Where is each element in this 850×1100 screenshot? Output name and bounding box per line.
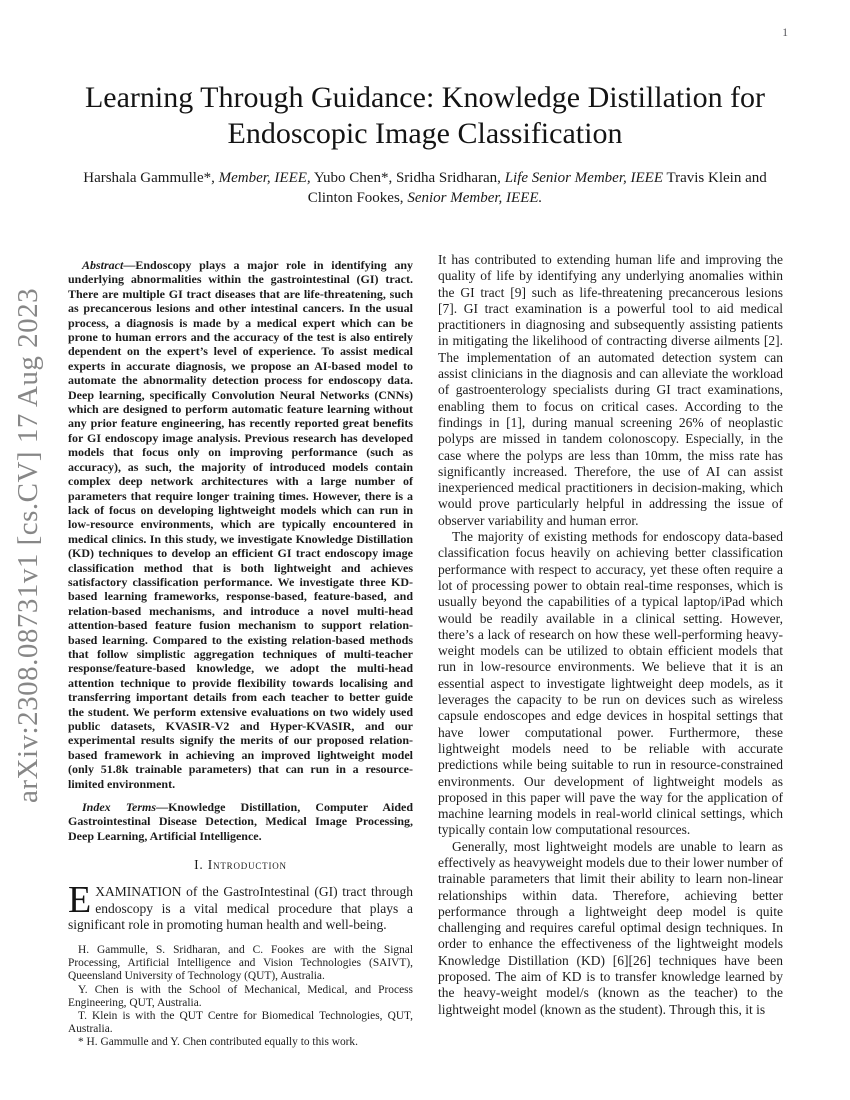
introduction-opening-paragraph: [68, 879, 413, 933]
paper-title: Learning Through Guidance: Knowledge Distillation for Endoscopic Image Classification: [84, 81, 766, 150]
abstract-text: —Endoscopy plays a major role in identifying any underlying abnormalities within the gastrointestinal (GI) tract. There are multiple GI tract diseases that are life-threatening, such as precancerous lesions and other intestinal cancers. In the usual process, a diagnosis is made by a medical expert which can be prone to human errors and the accuracy of the test is also entirely dependent on the expert’s level of experience. To assist medical experts in accurate diagnosis, we propose an AI-based model to automate the abnormality detection process for endoscopy data. Deep learning, specifically Convolution Neural Networks (CNNs) which are designed to perform automatic feature learning without any prior feature engineering, has recently reported great benefits for GI endoscopy image analysis. Previous research has developed models that focus only on improving performance (such as accuracy), as such, the majority of introduced models contain complex deep network architectures with a large number of parameters that require longer training times. However, there is a lack of focus on developing lightweight models which can run in low-resource environments, which are typically encountered in medical clinics. In this study, we investigate Knowledge Distillation (KD) techniques to develop an efficient GI tract endoscopy image classification method that is both lightweight and achieves satisfactory classification performance. We investigate three KD-based learning frameworks, response-based, feature-based, and relation-based mechanisms, and introduce a novel multi-head attention-based feature fusion mechanism to support relation-based learning. Compared to the existing relation-based methods that follow simplistic aggregation techniques of multi-teacher response/feature-based knowledge, we adopt the multi-head attention technique to provide flexibility towards localising and transferring important details from each teacher to better guide the student. We perform extensive evaluations on two widely used public datasets, KVASIR-V2 and Hyper-KVASIR, and our experimental results signify the merits of our proposed relation-based framework in achieving an improved lightweight model (only 51.8k trainable parameters) that can run in a resource-limited environment.: [68, 258, 413, 791]
author-segment: Harshala Gammulle*,: [83, 170, 219, 186]
page-number: 1: [782, 27, 788, 39]
abstract-paragraph: [68, 258, 413, 791]
author-segment: Yubo Chen*, Sridha Sridharan,: [310, 170, 505, 186]
footnote: H. Gammulle, S. Sridharan, and C. Fookes are with the Signal Processing, Artificial Intelligence and Vision Technologies (SAIVT), Queensland University of Technology (QUT), Australia.: [68, 944, 413, 983]
arxiv-watermark: arXiv:2308.08731v1 [cs.CV] 17 Aug 2023: [12, 287, 44, 803]
introduction-opening-text: XAMINATION of the GastroIntestinal (GI) tract through endoscopy is a vital medical procedure that plays a significant role in promoting human health and well-being.: [68, 884, 413, 932]
left-column: [68, 258, 413, 933]
right-column: [438, 252, 783, 1018]
abstract-label: Abstract: [82, 258, 124, 272]
author-affiliation-italic: Life Senior Member, IEEE: [504, 170, 663, 186]
author-line: [75, 168, 775, 208]
index-terms-label: Index Terms: [82, 800, 157, 815]
paper-header: [0, 80, 850, 208]
footnote: T. Klein is with the QUT Centre for Biomedical Technologies, QUT, Australia.: [68, 1010, 413, 1036]
footnote: * H. Gammulle and Y. Chen contributed equally to this work.: [78, 1036, 358, 1049]
body-paragraph: The majority of existing methods for endoscopy data-based classification focus heavily on achieving better classification performance with respect to accuracy, yet these often require a lot of processing power to obtain real-time responses, which is usually beyond the capabilities of a typical laptop/iPad which would be readily available in a clinical setting. However, there’s a lack of research on how these well-performing heavy-weight models can be utilized to obtain efficient models that run in low-resource environments. We believe that it is an essential aspect to investigate lightweight deep models, as it leverages the capacity to be run on devices such as wireless capsule endoscopes and edge devices in hospital settings that have lower computational power. Furthermore, these lightweight models need to be reliable with accurate predictions while being suitable to run in resource-constrained environments. Our development of lightweight models as proposed in this paper will pave the way for the application of machine learning models in real-world clinical settings, which typically contain low computational resources.: [438, 529, 783, 838]
body-paragraph: Generally, most lightweight models are unable to learn as effectively as heavyweight models due to their lower number of trainable parameters that limit their ability to learn non-linear relationships within data. Therefore, achieving better performance through a lightweight deep model is quite challenging and requires careful optimal design techniques. In order to enhance the effectiveness of the lightweight models Knowledge Distillation (KD) [6][26] techniques have been proposed. The aim of KD is to transfer knowledge learned by the heavy-weight model/s (known as the teacher) to the lightweight model (known as the student). Through this, it is: [438, 838, 784, 1017]
body-paragraph: It has contributed to extending human life and improving the quality of life by identifying any underlying anomalies within the GI tract [9] such as life-threatening precancerous lesions [7]. GI tract examination is a powerful tool to aid medical practitioners in diagnosing and subsequently assisting patients in mitigating the likelihood of contracting diverse ailments [2]. The implementation of an automated detection system can assist clinicians in the diagnosis and can alleviate the workload of gastroenterology specialists during GI tract examinations, enabling them to focus on critical cases. According to the findings in [1], during manual screening 26% of neoplastic polyps are missed in tandem colonoscopy. Especially, in the case where the polyps are less than 10mm, the miss rate has significantly increased. Therefore, the use of AI can assist inexperienced medical practitioners in decision-making, which would prove particularly helpful in addressing the issue of observer variability and human error.: [438, 252, 783, 528]
footnote: Y. Chen is with the School of Mechanical, Medical, and Process Engineering, QUT, Australia.: [68, 983, 413, 1009]
author-affiliation-italic: Senior Member, IEEE.: [407, 190, 543, 206]
author-segment: Travis Klein and Clinton Fookes,: [307, 170, 767, 206]
author-affiliation-italic: Member, IEEE,: [218, 170, 311, 186]
index-terms-paragraph: [68, 800, 413, 843]
footnotes-block: [68, 944, 413, 1050]
section-heading-introduction: I. Introduction: [194, 857, 287, 873]
index-terms-text: —Knowledge Distillation, Computer Aided Gastrointestinal Disease Detection, Medical Image Processing, Deep Learning, Artificial Intelligence.: [68, 800, 413, 843]
dropcap-letter: E: [68, 879, 92, 922]
